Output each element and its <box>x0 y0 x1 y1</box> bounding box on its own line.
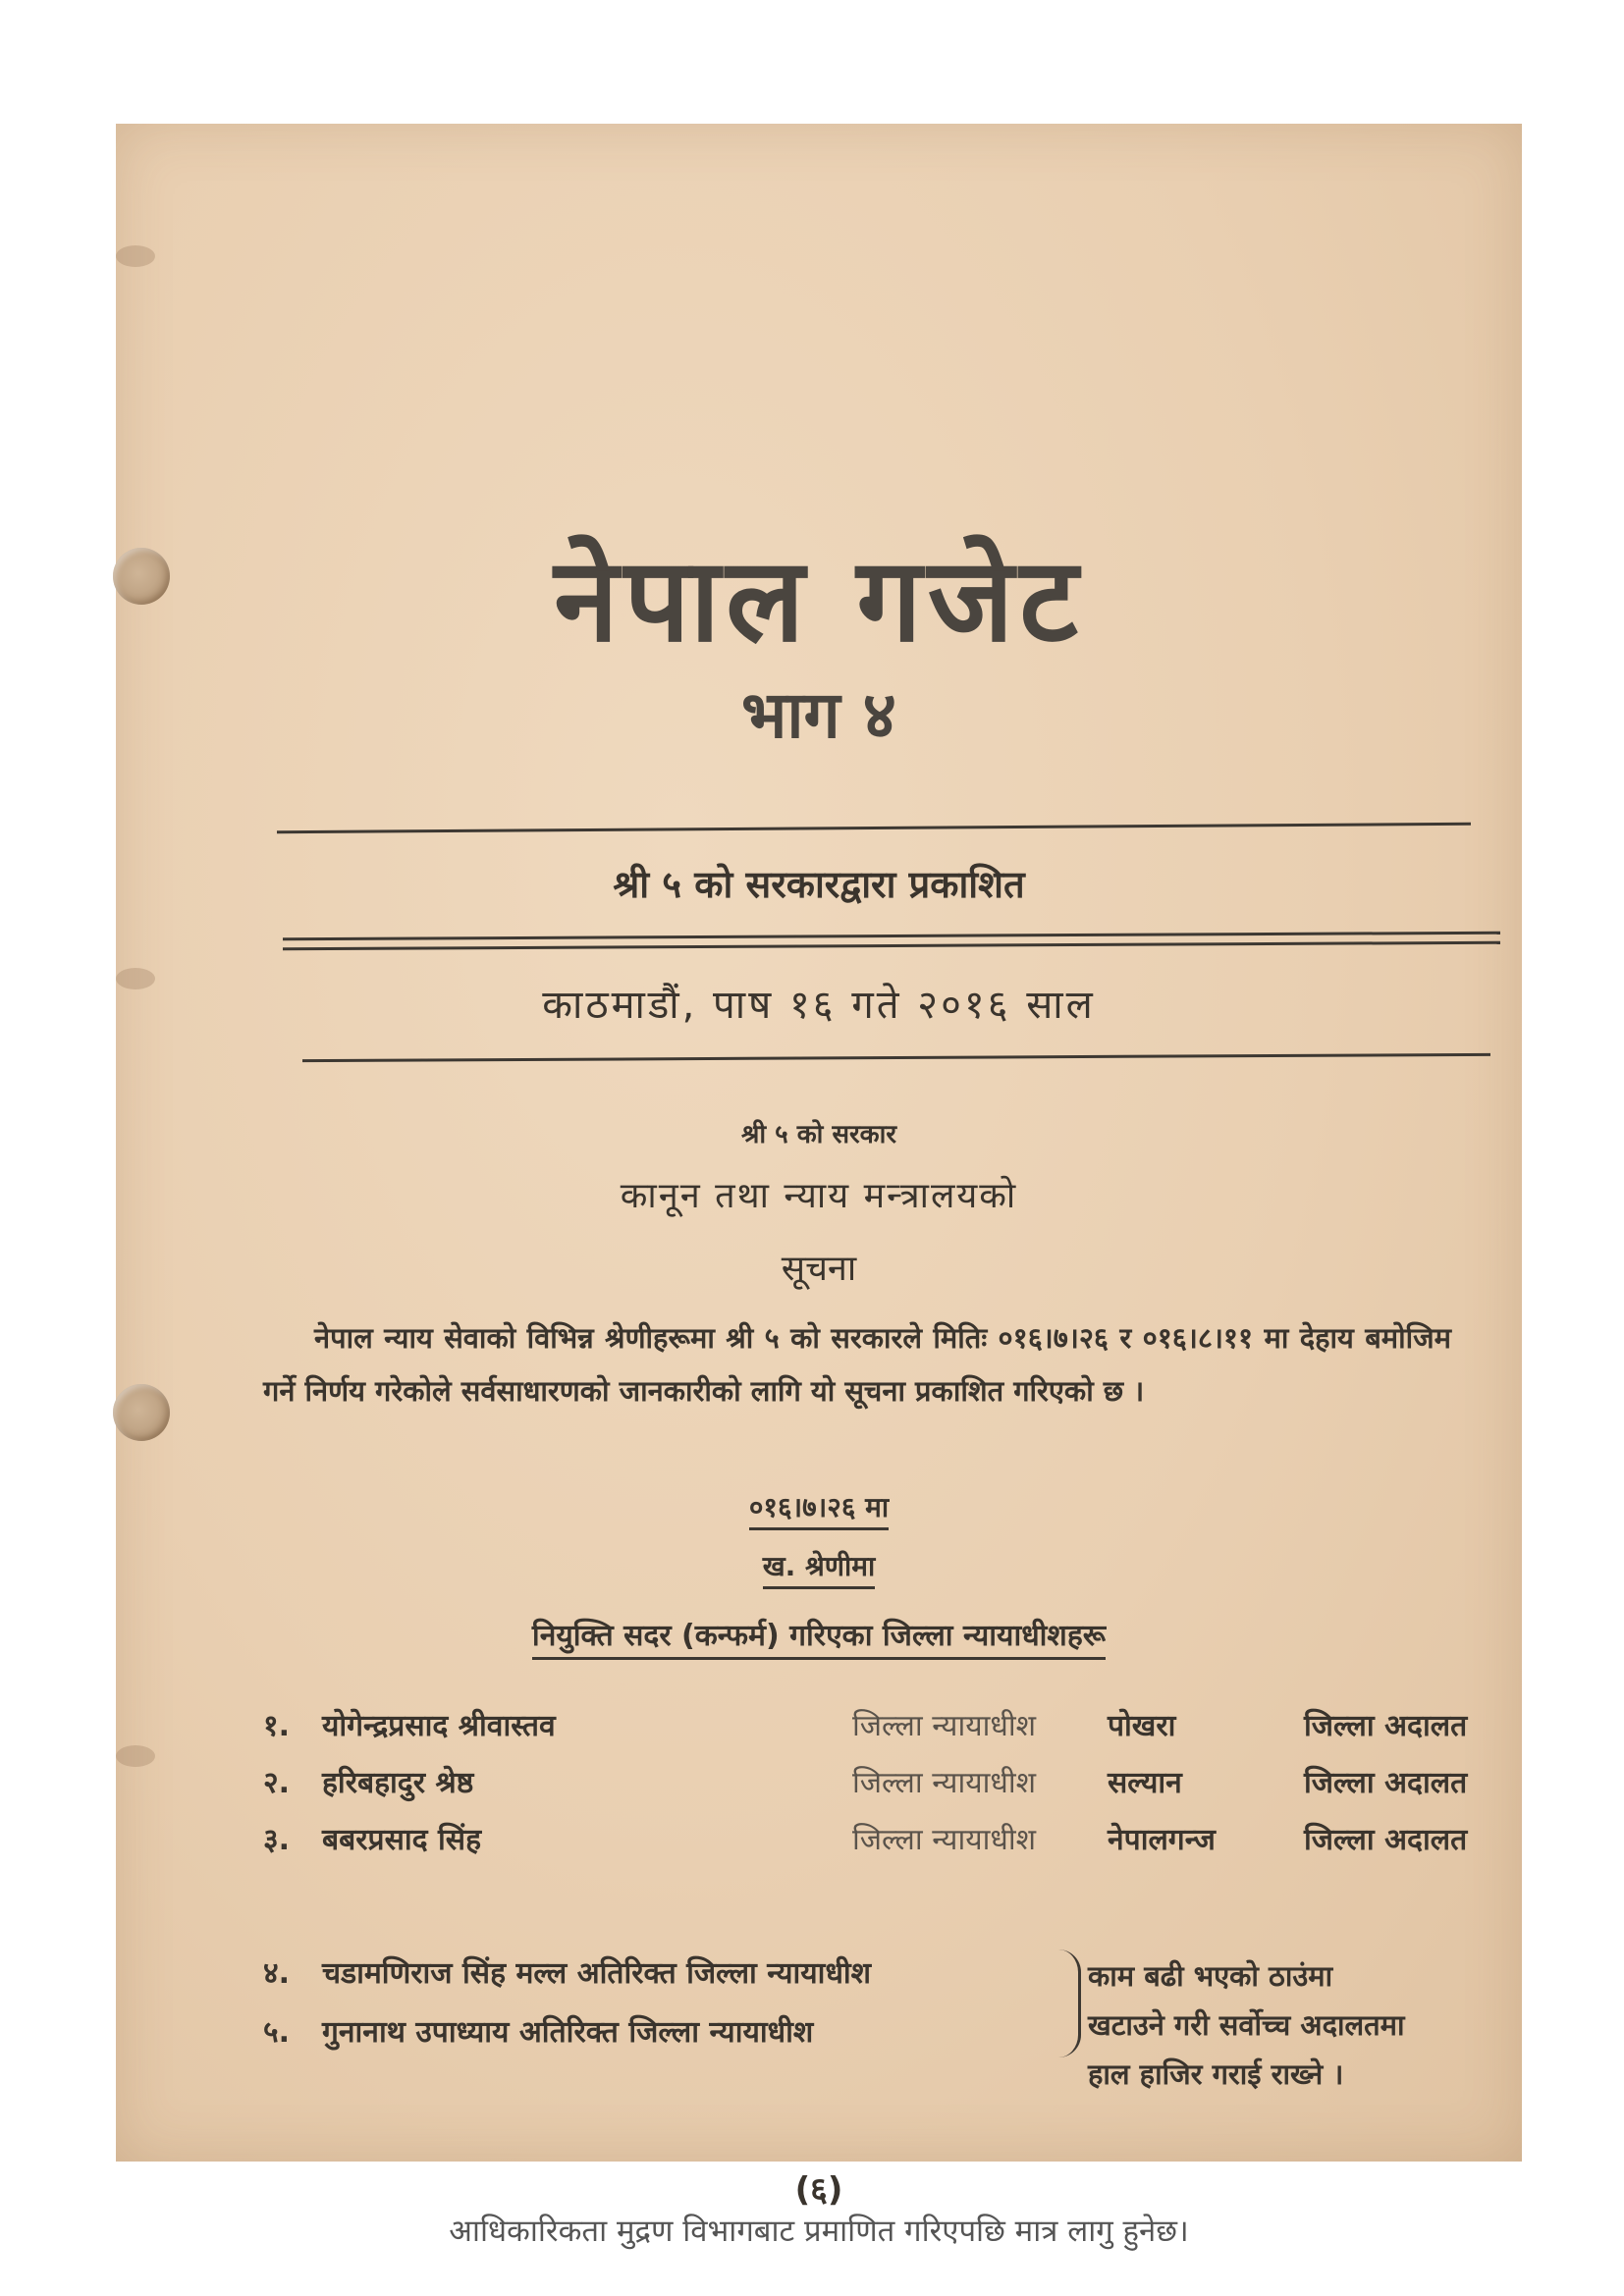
list-heading: नियुक्ति सदर (कन्फर्म) गरिएका जिल्ला न्यायाधीशहरू <box>116 1614 1522 1654</box>
notice-body: नेपाल न्याय सेवाको विभिन्न श्रेणीहरूमा श्री ५ को सरकारले मितिः ०१६।७।२६ र ०१६।८।११ मा देहाय बमोजिम गर्ने निर्णय गरेकोले सर्वसाधारणको जानकारीको लागि यो सूचना प्रकाशित गरिएको छ । <box>263 1321 1451 1408</box>
publisher-line: श्री ५ को सरकारद्वारा प्रकाशित <box>613 863 1025 906</box>
divider <box>277 823 1471 833</box>
gazette-part: भाग ४ <box>741 677 896 753</box>
ministry-line: कानून तथा न्याय मन्त्रालयको <box>620 1176 1018 1216</box>
divider <box>302 1053 1490 1062</box>
grade-heading: ख. श्रेणीमा <box>116 1547 1522 1584</box>
paper-crease <box>116 1745 155 1767</box>
date-heading: ०१६।७।२६ मा <box>116 1488 1522 1525</box>
paper-crease <box>116 245 155 267</box>
gazette-title: नेपाल गजेट <box>554 532 1084 667</box>
notice-heading: सूचना <box>781 1249 857 1289</box>
divider <box>283 932 1500 940</box>
place-date: काठमाडौं, पाष १६ गते २०१६ साल <box>542 983 1096 1028</box>
brace <box>1058 1949 1081 2057</box>
punch-hole <box>113 1384 170 1441</box>
page-number: (६) <box>794 2170 843 2210</box>
divider <box>283 941 1500 950</box>
government-line: श्री ५ को सरकार <box>740 1120 897 1149</box>
authentication-footer: आधिकारिकता मुद्रण विभागबाट प्रमाणित गरिएपछि मात्र लागु हुनेछ। <box>449 2214 1189 2249</box>
gazette-page: नेपाल गजेट भाग ४ श्री ५ को सरकारद्वारा प्रकाशित काठमाडौं, पाष १६ गते २०१६ साल श्री ५ को सरकार कानून तथा न्याय मन्त्रालयको सूचना नेपाल न्याय सेवाको विभिन्न श्रेणीहरूमा श्री ५ को सरकारले मितिः ०१६।७।२६ र ०१६।८।११ मा देहाय बमोजिम गर्ने निर्णय गरेकोले सर्वसाधारणको जानकारीको लागि यो सूचना प्रकाशित गरिएको छ । ०१६।७।२६ मा ख. श्रेणीमा नियुक्ति सदर (कन्फर्म) गरिएका जिल्ला न्यायाधीशहरू १. योगेन्द्रप्रसाद श्रीवास्तव जिल्ला न्यायाधीश पोखरा जिल्ला अदालत २. हरिबहादुर श्रेष्ठ जिल्ला न्यायाधीश सल्यान जिल्ला अदालत ३. बबरप्रसाद सिंह जिल्ला न्यायाधीश नेपालगन्ज जिल्ला अदालत ४. चडामणिराज सिंह मल्ल अतिरिक्त जिल्ला न्यायाधीश ५. गुनानाथ उपाध्याय अतिरिक्त जिल्ला न्यायाधीश काम बढी भएको ठाउंमा खटाउने गरी सर्वोच्च अदालतमा हाल हाजिर गराई राख्ने । (६) आधिकारिकता मुद्रण विभागबाट प्रमाणित गरिएपछि मात्र लागु हुनेछ। <box>116 124 1522 2162</box>
side-note: काम बढी भएको ठाउंमा खटाउने गरी सर्वोच्च अदालतमा हाल हाजिर गराई राख्ने । <box>1088 1959 1405 2091</box>
